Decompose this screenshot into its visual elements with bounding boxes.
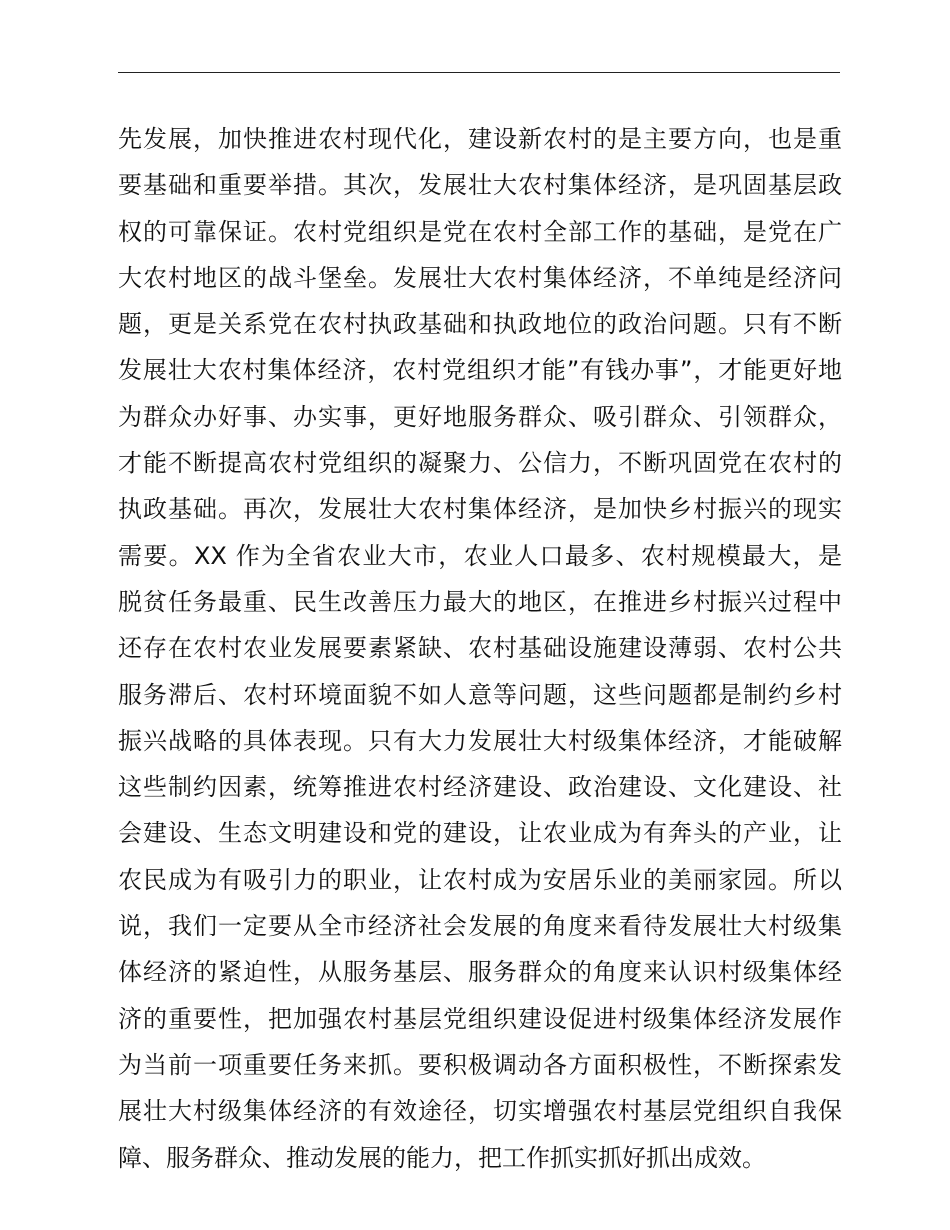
text-line: 服务滞后、农村环境面貌不如人意等问题，这些问题都是制约乡村 (118, 680, 842, 709)
text-line: 需要。XX 作为全省农业大市，农业人口最多、农村规模最大，是 (118, 541, 842, 570)
text-line: 权的可靠保证。农村党组织是党在农村全部工作的基础，是党在广 (118, 217, 842, 246)
text-line: 还存在农村农业发展要素紧缺、农村基础设施建设薄弱、农村公共 (118, 634, 842, 663)
text-line: 题，更是关系党在农村执政基础和执政地位的政治问题。只有不断 (118, 310, 842, 339)
text-line: 先发展，加快推进农村现代化，建设新农村的是主要方向，也是重 (118, 125, 842, 153)
text-line: 体经济的紧迫性，从服务基层、服务群众的角度来认识村级集体经 (118, 958, 842, 987)
text-line: 这些制约因素，统筹推进农村经济建设、政治建设、文化建设、社 (118, 773, 842, 802)
header-rule (118, 72, 840, 73)
text-line: 振兴战略的具体表现。只有大力发展壮大村级集体经济，才能破解 (118, 726, 842, 755)
text-line: 展壮大村级集体经济的有效途径，切实增强农村基层党组织自我保 (118, 1097, 842, 1126)
text-line: 说，我们一定要从全市经济社会发展的角度来看待发展壮大村级集 (118, 912, 842, 941)
text-line: 农民成为有吸引力的职业，让农村成为安居乐业的美丽家园。所以 (118, 865, 842, 894)
text-line: 为当前一项重要任务来抓。要积极调动各方面积极性，不断探索发 (118, 1050, 842, 1079)
text-line: 障、服务群众、推动发展的能力，把工作抓实抓好抓出成效。 (118, 1143, 766, 1172)
body-paragraph (118, 116, 842, 1181)
text-line: 为群众办好事、办实事，更好地服务群众、吸引群众、引领群众， (118, 402, 842, 431)
text-line: 大农村地区的战斗堡垒。发展壮大农村集体经济，不单纯是经济问 (118, 263, 842, 292)
text-line: 执政基础。再次，发展壮大农村集体经济，是加快乡村振兴的现实 (118, 495, 842, 524)
text-line: 才能不断提高农村党组织的凝聚力、公信力，不断巩固党在农村的 (118, 449, 842, 478)
text-line: 济的重要性，把加强农村基层党组织建设促进村级集体经济发展作 (118, 1004, 842, 1033)
text-line: 发展壮大农村集体经济，农村党组织才能”有钱办事”，才能更好地 (118, 356, 842, 385)
text-line: 脱贫任务最重、民生改善压力最大的地区，在推进乡村振兴过程中 (118, 587, 842, 616)
text-line: 会建设、生态文明建设和党的建设，让农业成为有奔头的产业，让 (118, 819, 842, 848)
text-line: 要基础和重要举措。其次，发展壮大农村集体经济，是巩固基层政 (118, 171, 842, 200)
